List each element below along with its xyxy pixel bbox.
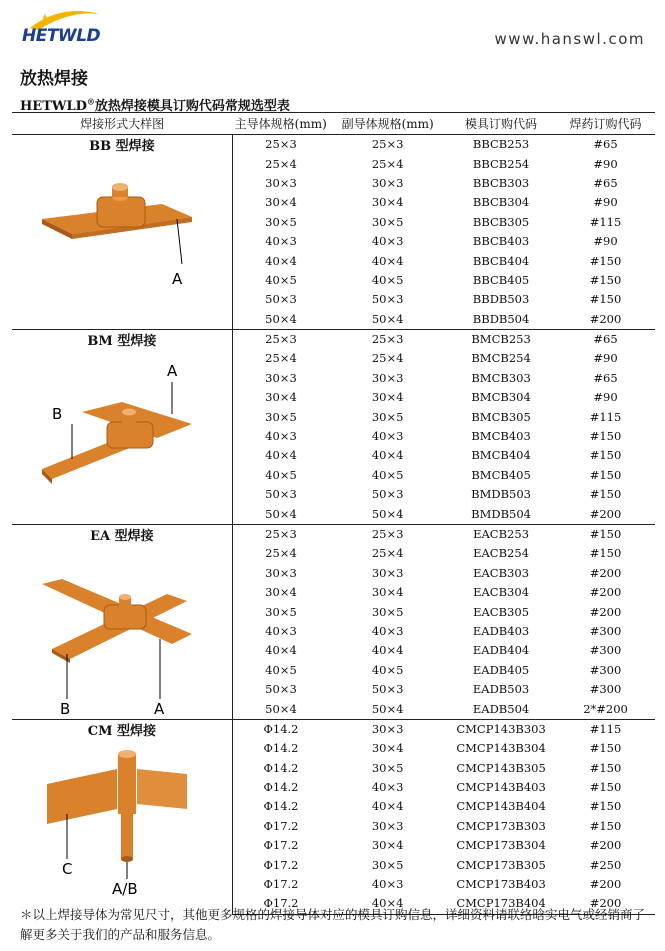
mold-code-cell: BBCB253 <box>446 135 556 155</box>
powder-code-cell: #150 <box>589 741 622 756</box>
mold-code-cell: BBCB405 <box>472 272 530 287</box>
mold-code-cell: EADB503 <box>472 682 530 697</box>
mold-code-cell: BMCB403 <box>471 429 531 444</box>
powder-code-cell: #115 <box>556 719 655 739</box>
powder-code-cell: #150 <box>589 272 622 287</box>
main-conductor-cell: 50×3 <box>265 682 297 697</box>
mold-code-cell: CMCP143B403 <box>456 780 546 795</box>
sub-conductor-cell: 30×4 <box>371 195 404 210</box>
sub-conductor-cell: 50×4 <box>371 701 404 716</box>
main-conductor-cell: Φ14.2 <box>263 741 299 756</box>
mold-code-cell: BMDB504 <box>471 506 531 521</box>
main-conductor-cell: 40×3 <box>265 623 297 638</box>
sub-conductor-cell: 40×5 <box>371 272 404 287</box>
mold-code-cell: BMCB305 <box>471 409 531 424</box>
sub-conductor-cell: 25×4 <box>371 156 404 171</box>
powder-code-cell: #150 <box>589 799 622 814</box>
main-conductor-cell: Φ17.2 <box>232 894 329 914</box>
powder-code-cell: #200 <box>589 838 622 853</box>
mold-code-cell: BBCB404 <box>472 253 530 268</box>
mold-code-cell: BMCB404 <box>471 448 531 463</box>
diagram-cell <box>12 524 232 719</box>
powder-code-cell: #90 <box>593 234 618 249</box>
label-a: A <box>167 361 178 380</box>
sub-conductor-cell: 40×5 <box>371 662 404 677</box>
sub-conductor-cell: 30×4 <box>371 741 404 756</box>
website-url[interactable]: www.hanswl.com <box>494 30 645 48</box>
sub-conductor-cell: 40×3 <box>371 780 404 795</box>
main-conductor-cell: Φ17.2 <box>263 818 299 833</box>
sub-conductor-cell: 25×4 <box>371 546 404 561</box>
col-header-mold-code: 模具订购代码 <box>446 113 556 135</box>
powder-code-cell: #150 <box>589 818 622 833</box>
powder-code-cell: #250 <box>589 857 622 872</box>
powder-code-cell: #200 <box>589 565 622 580</box>
diagram-cell <box>12 329 232 524</box>
powder-code-cell: 2*#200 <box>583 701 628 716</box>
powder-code-cell: #150 <box>589 487 622 502</box>
powder-code-cell: #150 <box>589 467 622 482</box>
main-conductor-cell: 50×4 <box>265 506 297 521</box>
mold-code-cell: BBDB504 <box>472 311 530 326</box>
main-conductor-cell: Φ17.2 <box>263 877 299 892</box>
diagram-cell <box>12 719 232 914</box>
sub-conductor-cell: 30×4 <box>371 390 404 405</box>
sub-conductor-cell: 30×4 <box>371 585 404 600</box>
sub-conductor-cell: 40×4 <box>329 894 446 914</box>
weld-type-title: EA 型焊接 <box>90 528 154 544</box>
main-conductor-cell: 30×5 <box>265 214 297 229</box>
main-conductor-cell: 25×4 <box>265 156 297 171</box>
sub-conductor-cell: 30×3 <box>371 370 404 385</box>
sub-conductor-cell: 30×3 <box>371 175 404 190</box>
main-conductor-cell: 40×4 <box>265 448 297 463</box>
powder-code-cell: #150 <box>556 524 655 544</box>
mold-code-cell: EACB253 <box>446 524 556 544</box>
powder-code-cell: #200 <box>589 604 622 619</box>
label-a: A <box>154 699 165 718</box>
mold-code-cell: EACB305 <box>473 604 530 619</box>
mold-code-cell: BBCB254 <box>472 156 530 171</box>
col-header-sub-conductor: 副导体规格(mm) <box>329 113 446 135</box>
col-header-diagram: 焊接形式大样图 <box>12 113 232 135</box>
sub-conductor-cell: 30×5 <box>371 214 404 229</box>
powder-code-cell: #65 <box>593 175 618 190</box>
label-b: B <box>52 404 63 423</box>
mold-code-cell: BBCB305 <box>472 214 530 229</box>
mold-code-cell: BBCB304 <box>472 195 530 210</box>
main-conductor-cell: 30×5 <box>265 409 297 424</box>
label-ab: A/B <box>112 879 138 898</box>
mold-code-cell: EADB504 <box>472 701 530 716</box>
sub-conductor-cell: 25×3 <box>329 524 446 544</box>
powder-code-cell: #300 <box>589 662 622 677</box>
mold-code-cell: CMCP143B305 <box>456 760 546 775</box>
sub-conductor-cell: 25×4 <box>371 351 404 366</box>
mold-code-cell: EACB254 <box>473 546 530 561</box>
powder-code-cell: #300 <box>589 623 622 638</box>
powder-code-cell: #200 <box>556 894 655 914</box>
table-row <box>12 524 655 544</box>
powder-code-cell: #65 <box>556 329 655 349</box>
powder-code-cell: #150 <box>589 429 622 444</box>
main-conductor-cell: 25×3 <box>232 329 329 349</box>
mold-code-cell: EACB304 <box>473 585 530 600</box>
powder-code-cell: #115 <box>589 214 622 229</box>
weld-type-title: BB 型焊接 <box>89 139 155 154</box>
sub-conductor-cell: 50×3 <box>371 292 404 307</box>
bm-weld-diagram <box>42 354 212 504</box>
powder-code-cell: #200 <box>589 506 622 521</box>
mold-code-cell: CMCP143B303 <box>446 719 556 739</box>
powder-code-cell: #150 <box>589 292 622 307</box>
powder-code-cell: #65 <box>556 135 655 155</box>
main-conductor-cell: 50×4 <box>265 701 297 716</box>
sub-conductor-cell: 30×4 <box>371 838 404 853</box>
sub-conductor-cell: 30×5 <box>371 409 404 424</box>
main-conductor-cell: Φ14.2 <box>232 719 329 739</box>
sub-conductor-cell: 40×3 <box>371 623 404 638</box>
main-conductor-cell: 40×3 <box>265 234 297 249</box>
sub-conductor-cell: 50×3 <box>371 487 404 502</box>
main-conductor-cell: 30×5 <box>265 604 297 619</box>
mold-code-cell: CMCP143B404 <box>456 799 546 814</box>
weld-type-title: BM 型焊接 <box>87 333 157 349</box>
powder-code-cell: #65 <box>593 370 618 385</box>
hetwld-logo: HETWLD <box>20 6 120 50</box>
col-header-powder-code: 焊药订购代码 <box>556 113 655 135</box>
main-conductor-cell: Φ14.2 <box>263 760 299 775</box>
sub-conductor-cell: 40×3 <box>371 429 404 444</box>
sub-conductor-cell: 40×4 <box>371 448 404 463</box>
col-header-main-conductor: 主导体规格(mm) <box>232 113 329 135</box>
mold-code-cell: EACB303 <box>473 565 530 580</box>
label-c: C <box>62 859 73 878</box>
selection-table <box>12 112 655 915</box>
main-conductor-cell: 40×5 <box>265 662 297 677</box>
mold-code-cell: BMCB253 <box>446 329 556 349</box>
sub-conductor-cell: 30×5 <box>371 760 404 775</box>
mold-code-cell: BBCB403 <box>472 234 530 249</box>
powder-code-cell: #200 <box>589 585 622 600</box>
main-conductor-cell: 30×3 <box>265 370 297 385</box>
powder-code-cell: #90 <box>593 351 618 366</box>
powder-code-cell: #90 <box>593 195 618 210</box>
main-conductor-cell: 30×4 <box>265 390 297 405</box>
powder-code-cell: #150 <box>589 448 622 463</box>
main-conductor-cell: 50×3 <box>265 292 297 307</box>
powder-code-cell: #300 <box>589 682 622 697</box>
table-header-row <box>12 113 655 135</box>
main-conductor-cell: 50×4 <box>265 311 297 326</box>
sub-conductor-cell: 50×4 <box>371 311 404 326</box>
sub-conductor-cell: 40×4 <box>371 643 404 658</box>
sub-conductor-cell: 30×3 <box>329 719 446 739</box>
main-conductor-cell: 50×3 <box>265 487 297 502</box>
mold-code-cell: CMCP173B404 <box>446 894 556 914</box>
mold-code-cell: EADB403 <box>472 623 530 638</box>
table-row <box>12 719 655 739</box>
sub-conductor-cell: 40×5 <box>371 467 404 482</box>
powder-code-cell: #90 <box>593 390 618 405</box>
sub-conductor-cell: 25×3 <box>329 329 446 349</box>
main-conductor-cell: 25×3 <box>232 135 329 155</box>
powder-code-cell: #200 <box>589 311 622 326</box>
main-conductor-cell: 25×4 <box>265 546 297 561</box>
powder-code-cell: #90 <box>593 156 618 171</box>
main-conductor-cell: 40×4 <box>265 643 297 658</box>
mold-code-cell: CMCP173B403 <box>456 877 546 892</box>
sub-conductor-cell: 40×3 <box>371 877 404 892</box>
page-title: 放热焊接 <box>20 69 88 89</box>
cm-weld-diagram <box>42 744 212 904</box>
sub-conductor-cell: 40×4 <box>371 253 404 268</box>
mold-code-cell: EADB405 <box>472 662 530 677</box>
mold-code-cell: BMCB254 <box>471 351 531 366</box>
weld-type-title: CM 型焊接 <box>87 723 157 739</box>
main-conductor-cell: 30×3 <box>265 565 297 580</box>
main-conductor-cell: 30×4 <box>265 585 297 600</box>
table-title: HETWLD®放热焊接模具订购代码常规选型表 <box>20 96 290 114</box>
mold-code-cell: BBDB503 <box>472 292 530 307</box>
main-conductor-cell: Φ17.2 <box>263 857 299 872</box>
table-row <box>12 135 655 155</box>
main-conductor-cell: 30×3 <box>265 175 297 190</box>
sub-conductor-cell: 30×5 <box>371 857 404 872</box>
main-conductor-cell: 40×3 <box>265 429 297 444</box>
mold-code-cell: CMCP173B305 <box>456 857 546 872</box>
sub-conductor-cell: 30×5 <box>371 604 404 619</box>
powder-code-cell: #115 <box>589 409 622 424</box>
diagram-cell <box>12 135 232 330</box>
sub-conductor-cell: 40×4 <box>371 799 404 814</box>
powder-code-cell: #300 <box>589 643 622 658</box>
main-conductor-cell: 40×5 <box>265 467 297 482</box>
footnote: ＊以上焊接导体为常见尺寸，其他更多规格的焊接导体对应的模具订购信息，详细资料请联络晗实电气或经销商了解更多关于我们的产品和服务信息。 <box>20 907 646 942</box>
mold-code-cell: BMCB405 <box>471 467 531 482</box>
powder-code-cell: #150 <box>589 780 622 795</box>
label-a: A <box>172 270 183 288</box>
mold-code-cell: BMCB304 <box>471 390 531 405</box>
main-conductor-cell: 25×3 <box>232 524 329 544</box>
table-row <box>12 329 655 349</box>
sub-conductor-cell: 40×3 <box>371 234 404 249</box>
page-header <box>0 0 665 60</box>
powder-code-cell: #150 <box>589 760 622 775</box>
mold-code-cell: CMCP173B304 <box>456 838 546 853</box>
mold-code-cell: EADB404 <box>472 643 530 658</box>
mold-code-cell: CMCP173B303 <box>456 818 546 833</box>
main-conductor-cell: 40×5 <box>265 272 297 287</box>
label-b: B <box>60 699 71 718</box>
mold-code-cell: BMDB503 <box>471 487 531 502</box>
bb-weld-diagram <box>42 159 212 309</box>
powder-code-cell: #150 <box>589 253 622 268</box>
main-conductor-cell: 40×4 <box>265 253 297 268</box>
powder-code-cell: #150 <box>589 546 622 561</box>
main-conductor-cell: Φ14.2 <box>263 780 299 795</box>
ea-weld-diagram <box>42 549 212 718</box>
sub-conductor-cell: 30×3 <box>371 565 404 580</box>
main-conductor-cell: 25×4 <box>265 351 297 366</box>
sub-conductor-cell: 50×3 <box>371 682 404 697</box>
main-conductor-cell: Φ14.2 <box>263 799 299 814</box>
mold-code-cell: BBCB303 <box>472 175 530 190</box>
main-conductor-cell: Φ17.2 <box>263 838 299 853</box>
sub-conductor-cell: 25×3 <box>329 135 446 155</box>
mold-code-cell: CMCP143B304 <box>456 741 546 756</box>
powder-code-cell: #200 <box>589 877 622 892</box>
mold-code-cell: BMCB303 <box>471 370 531 385</box>
sub-conductor-cell: 50×4 <box>371 506 404 521</box>
main-conductor-cell: 30×4 <box>265 195 297 210</box>
sub-conductor-cell: 30×3 <box>371 818 404 833</box>
